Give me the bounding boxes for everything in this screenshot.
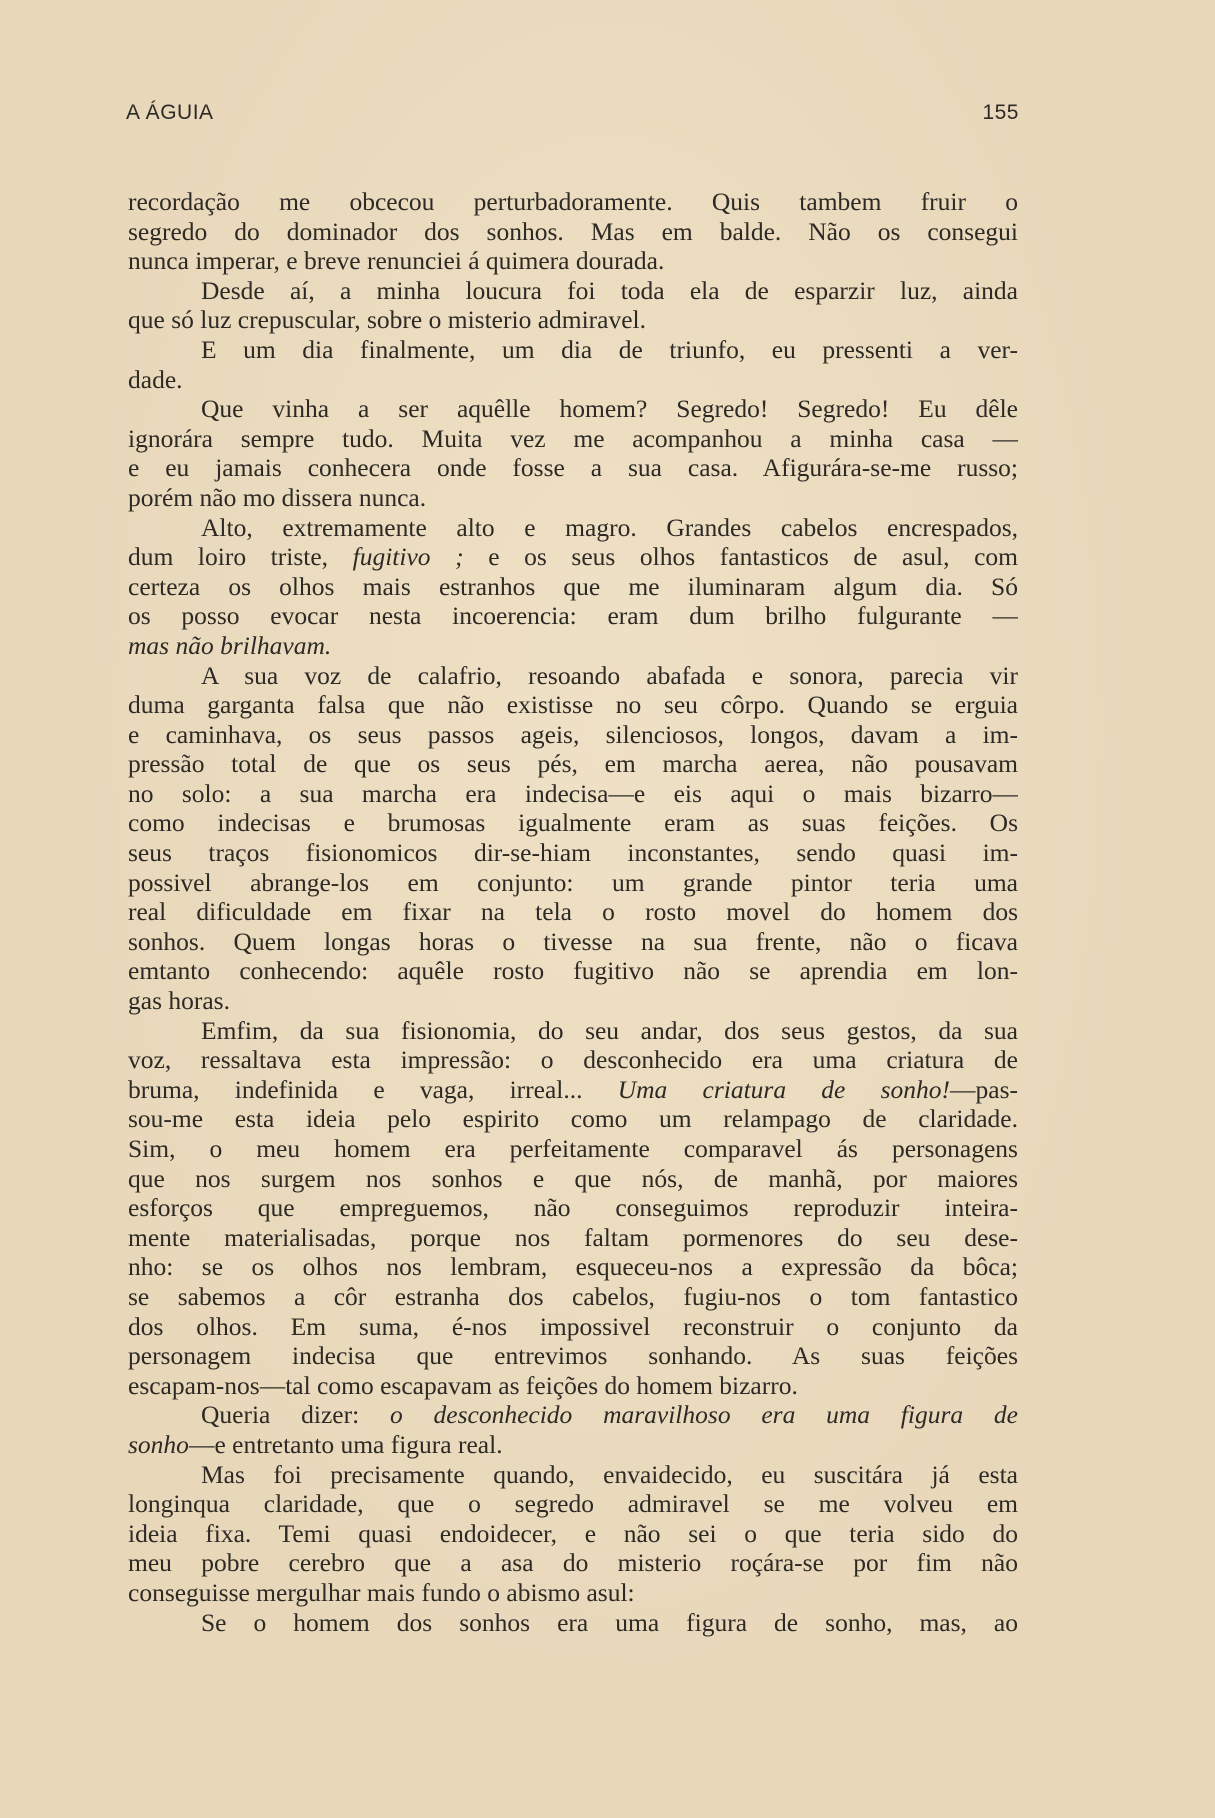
line-text: certeza os olhos mais estranhos que me iluminaram algum dia. Só: [128, 571, 1018, 601]
line-text: mente materialisadas, porque nos faltam pormenores do seu dese-: [128, 1222, 1018, 1252]
italic-phrase: Uma criatura de sonho!: [617, 1074, 951, 1104]
line-text: personagem indecisa que entrevimos sonhando. As suas feições: [128, 1341, 1018, 1371]
text-line: [128, 808, 1018, 838]
text-line: [128, 1312, 1018, 1342]
text-line: [128, 394, 1018, 424]
text-line: [128, 483, 1018, 513]
line-text: Mas foi precisamente quando, envaidecido, eu suscitára já esta: [201, 1459, 1018, 1489]
line-text: ignorára sempre tudo. Muita vez me acompanhou a minha casa —: [128, 423, 1018, 453]
text-line: [128, 305, 1018, 335]
text-line: [128, 1164, 1018, 1194]
text-line: [128, 779, 1018, 809]
line-text: que só luz crepuscular, sobre o misterio admiravel.: [128, 305, 647, 335]
text-line: [128, 1608, 1018, 1638]
line-text: Alto, extremamente alto e magro. Grandes cabelos encrespados,: [201, 512, 1018, 542]
line-text: se sabemos a côr estranha dos cabelos, fugiu-nos o tom fantastico: [128, 1281, 1018, 1311]
line-text: segredo do dominador dos sonhos. Mas em balde. Não os consegui: [128, 216, 1018, 246]
line-text: sonhos. Quem longas horas o tivesse na sua frente, não o ficava: [128, 926, 1018, 956]
line-text: recordação me obcecou perturbadoramente. Quis tambem fruir o: [128, 187, 1018, 216]
text-line: [128, 1489, 1018, 1519]
line-text: nunca imperar, e breve renunciei á quimera dourada.: [128, 246, 665, 276]
text-line: [128, 956, 1018, 986]
line-text: pressão total de que os seus pés, em marcha aerea, não pousavam: [128, 749, 1018, 779]
line-text: voz, ressaltava esta impressão: o desconhecido era uma criatura de: [128, 1045, 1018, 1075]
page-number: 155: [982, 101, 1019, 124]
text-line: [128, 868, 1018, 898]
text-line: [128, 897, 1018, 927]
text-line: [128, 365, 1018, 395]
text-line: [128, 1193, 1018, 1223]
text-line: [128, 453, 1018, 483]
line-text: —pas-: [950, 1074, 1018, 1104]
text-line: [128, 1548, 1018, 1578]
line-text: ideia fixa. Temi quasi endoidecer, e não sei o que teria sido do: [128, 1518, 1018, 1548]
journal-title: A ÁGUIA: [126, 101, 214, 124]
text-line: [128, 335, 1018, 365]
text-line: [128, 927, 1018, 957]
text-line: [128, 1104, 1018, 1134]
line-text: emtanto conhecendo: aquêle rosto fugitivo não se aprendia em lon-: [128, 956, 1018, 986]
text-line: [128, 1371, 1018, 1401]
text-line: [128, 1578, 1018, 1608]
line-text: Se o homem dos sonhos era uma figura de sonho, mas, ao: [201, 1607, 1018, 1637]
text-line: [128, 749, 1018, 779]
text-line: [128, 1016, 1018, 1046]
text-line: [128, 838, 1018, 868]
italic-phrase: mas não brilhavam.: [128, 630, 332, 660]
line-text: possivel abrange-los em conjunto: um grande pintor teria uma: [128, 867, 1018, 897]
text-line: [128, 986, 1018, 1016]
line-text: Sim, o meu homem era perfeitamente comparavel ás personagens: [128, 1134, 1018, 1163]
line-text: e caminhava, os seus passos ageis, silenciosos, longos, davam a im-: [128, 719, 1018, 749]
line-text: real dificuldade em fixar na tela o rosto movel do homem dos: [128, 897, 1018, 927]
line-text: que nos surgem nos sonhos e que nós, de manhã, por maiores: [128, 1163, 1018, 1193]
line-text: os posso evocar nesta incoerencia: eram dum brilho fulgurante —: [128, 601, 1018, 631]
text-line: [128, 217, 1018, 247]
line-text: no solo: a sua marcha era indecisa—e eis aqui o mais bizarro—: [128, 778, 1018, 808]
italic-phrase: sonho: [128, 1429, 189, 1459]
line-text: gas horas.: [128, 986, 230, 1016]
text-line: [128, 601, 1018, 631]
text-line: [128, 246, 1018, 276]
line-text: sou-me esta ideia pelo espirito como um relampago de claridade.: [128, 1104, 1018, 1134]
line-text: E um dia finalmente, um dia de triunfo, eu pressenti a ver-: [201, 334, 1018, 364]
line-text: esforços que empreguemos, não conseguimos reproduzir inteira-: [128, 1193, 1018, 1223]
text-line: [128, 1134, 1018, 1164]
line-text: Desde aí, a minha loucura foi toda ela de esparzir luz, ainda: [201, 275, 1018, 305]
italic-phrase: fugitivo ;: [352, 542, 464, 572]
line-text: conseguisse mergulhar mais fundo o abismo asul:: [128, 1577, 635, 1607]
line-text: Queria dizer:: [201, 1400, 390, 1430]
line-text: dade.: [128, 364, 183, 394]
text-line: [128, 542, 1018, 572]
line-text: Emfim, da sua fisionomia, do seu andar, dos seus gestos, da sua: [201, 1015, 1018, 1045]
text-line: [128, 187, 1018, 217]
text-line: [128, 513, 1018, 543]
text-line: [128, 1075, 1018, 1105]
text-line: [128, 1045, 1018, 1075]
text-line: [128, 661, 1018, 691]
line-text: —e entretanto uma figura real.: [188, 1429, 503, 1459]
line-text: A sua voz de calafrio, resoando abafada e sonora, parecia vir: [201, 660, 1018, 690]
text-line: [128, 720, 1018, 750]
line-text: como indecisas e brumosas igualmente eram as suas feições. Os: [128, 808, 1018, 838]
text-line: [128, 631, 1018, 661]
text-line: [128, 1400, 1018, 1430]
text-line: [128, 690, 1018, 720]
text-line: [128, 1223, 1018, 1253]
line-text: nho: se os olhos nos lembram, esqueceu-nos a expressão da bôca;: [128, 1252, 1018, 1282]
line-text: meu pobre cerebro que a asa do misterio roçára-se por fim não: [128, 1548, 1018, 1578]
text-line: [128, 1430, 1018, 1460]
line-text: porém não mo dissera nunca.: [128, 482, 427, 512]
line-text: longinqua claridade, que o segredo admiravel se me volveu em: [128, 1489, 1018, 1519]
text-line: [128, 1252, 1018, 1282]
body-text: [128, 187, 1018, 1637]
text-line: [128, 276, 1018, 306]
text-line: [128, 572, 1018, 602]
line-text: bruma, indefinida e vaga, irreal...: [128, 1074, 618, 1104]
line-text: seus traços fisionomicos dir-se-hiam inconstantes, sendo quasi im-: [128, 838, 1018, 868]
line-text: e eu jamais conhecera onde fosse a sua casa. Afigurára-se-me russo;: [128, 453, 1018, 483]
line-text: dum loiro triste,: [128, 542, 353, 572]
text-line: [128, 424, 1018, 454]
text-line: [128, 1282, 1018, 1312]
italic-phrase: o desconhecido maravilhoso era uma figura de: [389, 1400, 1018, 1430]
line-text: Que vinha a ser aquêlle homem? Segredo! Segredo! Eu dêle: [201, 394, 1018, 424]
line-text: e os seus olhos fantasticos de asul, com: [463, 542, 1018, 572]
line-text: dos olhos. Em suma, é-nos impossivel reconstruir o conjunto da: [128, 1311, 1018, 1341]
text-line: [128, 1519, 1018, 1549]
line-text: duma garganta falsa que não existisse no seu côrpo. Quando se erguia: [128, 690, 1018, 720]
text-line: [128, 1341, 1018, 1371]
running-header: [126, 101, 1019, 131]
text-line: [128, 1460, 1018, 1490]
line-text: escapam-nos—tal como escapavam as feições do homem bizarro.: [128, 1370, 798, 1400]
